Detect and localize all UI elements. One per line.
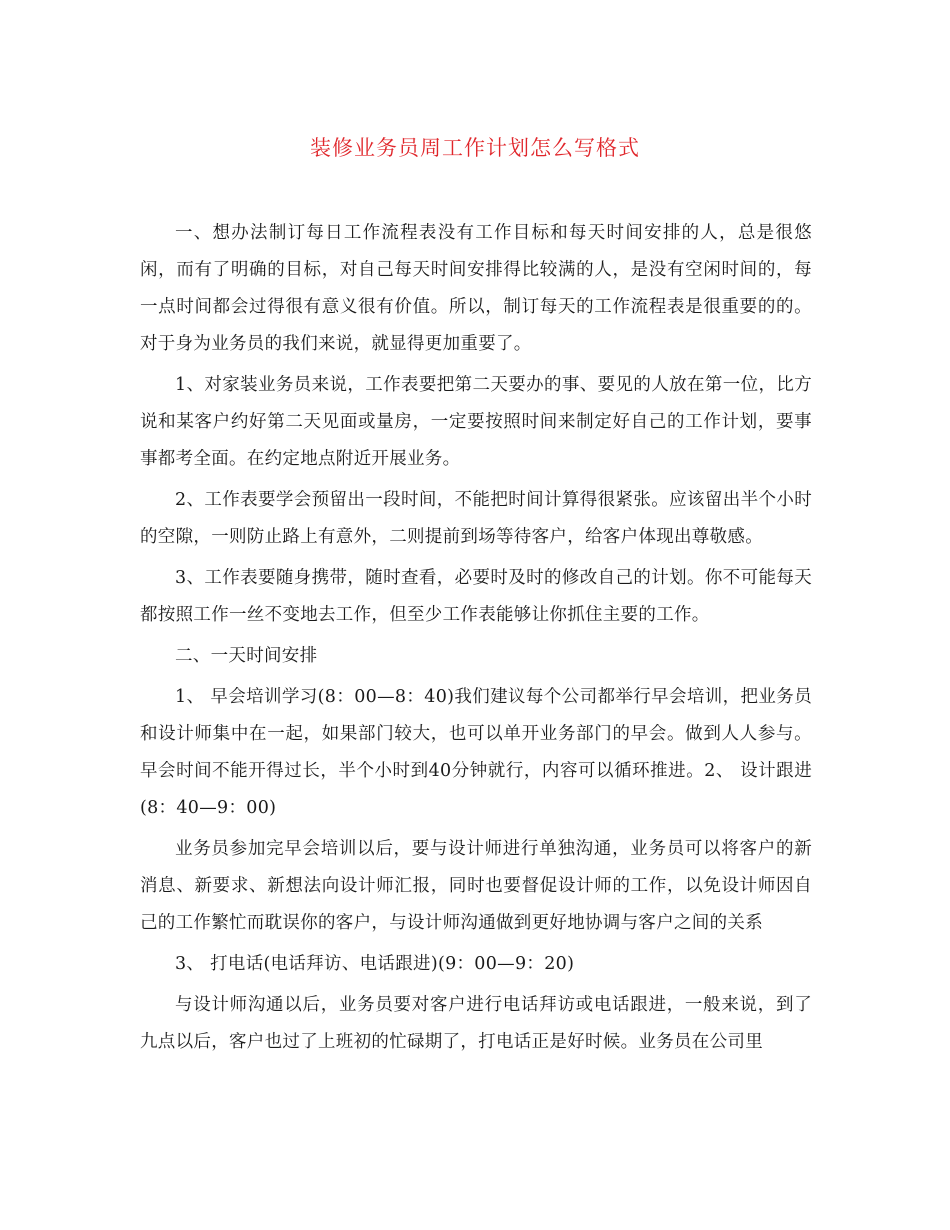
paragraph: 与设计师沟通以后，业务员要对客户进行电话拜访或电话跟进，一般来说，到了九点以后，客户也过了上班初的忙碌期了，打电话正是好时候。业务员在公司里 — [140, 995, 812, 1052]
paragraph: 业务员参加完早会培训以后，要与设计师进行单独沟通，业务员可以将客户的新消息、新要求、新想法向设计师汇报，同时也要督促设计师的工作，以免设计师因自己的工作繁忙而耽误你的客户，与设计师沟通做到更好地协调与客户之间的关系 — [140, 839, 812, 933]
paragraph: 一、想办法制订每日工作流程表没有工作目标和每天时间安排的人，总是很悠闲，而有了明确的目标，对自己每天时间安排得比较满的人，是没有空闲时间的，每一点时间都会过得很有意义很有价值。所以，制订每天的工作流程表是很重要的的。对于身为业务员的我们来说，就显得更加重要了。 — [140, 223, 812, 354]
paragraph: 3、工作表要随身携带，随时查看，必要时及时的修改自己的计划。你不可能每天都按照工作一丝不变地去工作，但至少工作表能够让你抓住主要的工作。 — [140, 568, 812, 625]
paragraph: 2、工作表要学会预留出一段时间，不能把时间计算得很紧张。应该留出半个小时的空隙，一则防止路上有意外，二则提前到场等待客户，给客户体现出尊敬感。 — [140, 490, 812, 547]
paragraph: 3、 打电话(电话拜访、电话跟进)(9：00—9：20) — [175, 954, 575, 974]
section-heading: 二、一天时间安排 — [175, 646, 318, 666]
paragraph: 1、对家装业务员来说，工作表要把第二天要办的事、要见的人放在第一位，比方说和某客户约好第二天见面或量房，一定要按照时间来制定好自己的工作计划，要事事都考全面。在约定地点附近开展业务。 — [140, 375, 812, 469]
document-body — [140, 215, 812, 1065]
document-title: 装修业务员周工作计划怎么写格式 — [310, 136, 640, 160]
paragraph: 1、 早会培训学习(8：00—8：40)我们建议每个公司都举行早会培训，把业务员和设计师集中在一起，如果部门较大，也可以单开业务部门的早会。做到人人参与。早会时间不能开得过长，半个小时到40分钟就行，内容可以循环推进。2、 设计跟进(8：40—9：00) — [140, 687, 812, 818]
